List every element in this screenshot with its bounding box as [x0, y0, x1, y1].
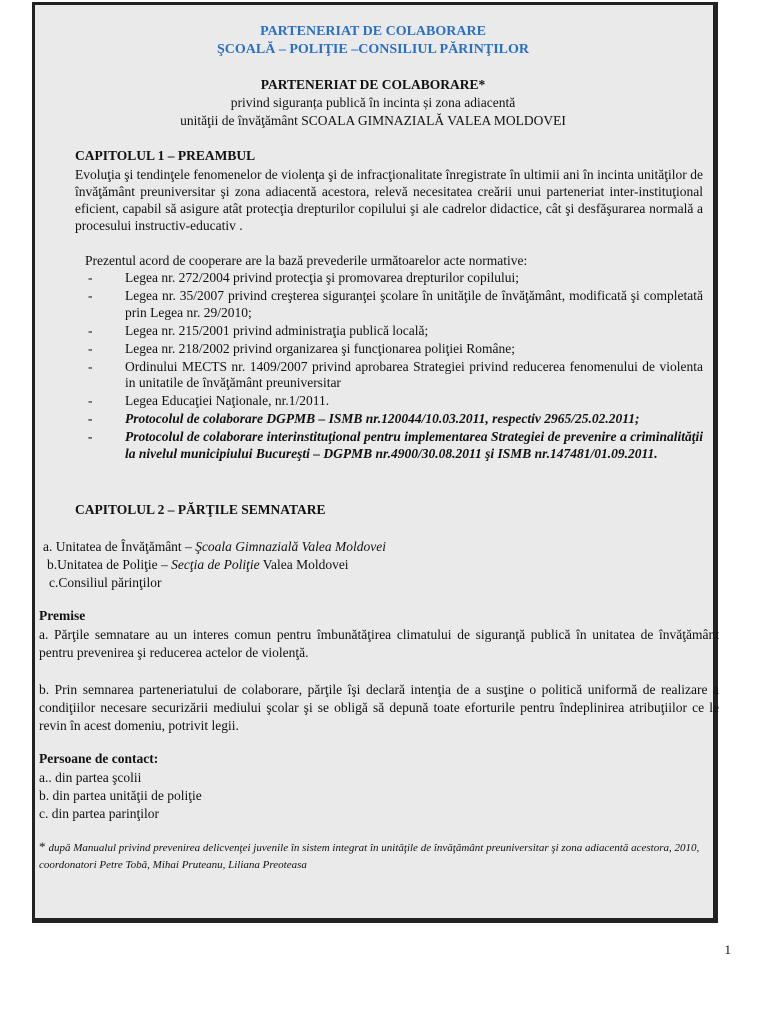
header-title-line2: ŞCOALĂ – POLIŢIE –CONSILIUL PĂRINŢILOR: [217, 42, 529, 57]
footnote-text: după Manualul privind prevenirea delicvenţei juvenile în sistem integrat în unităţile de învăţământ preuniversitar şi zona adiacentă acestora, 2010, coordonatori Petre Tobă, Mihai Pruteanu, Liliana Preoteasa: [39, 842, 700, 871]
document-page: [32, 2, 718, 923]
legal-basis-intro: Prezentul acord de cooperare are la bază prevederile următoarelor acte normative:: [85, 253, 528, 268]
document-subtitle-line1: privind siguranța publică în incinta și zona adiacentă: [230, 95, 516, 110]
header-title-line1: PARTENERIAT DE COLABORARE: [260, 24, 486, 39]
page-number: 1: [724, 942, 731, 957]
legal-acts-list: [88, 270, 703, 464]
list-item: - Legea nr. 218/2002 privind organizarea şi funcţionarea poliţiei Române;: [88, 341, 703, 358]
list-item: - Protocolul de colaborare interinstituţional pentru implementarea Strategiei de prevenire a criminalităţii la nivelul municipiului Bucureşti – DGPMB nr.4900/30.08.2011 şi ISMB nr.147481/01.09.2011.: [88, 429, 703, 462]
document-title: PARTENERIAT DE COLABORARE*: [260, 77, 486, 92]
list-item: - Ordinului MECTS nr. 1409/2007 privind aprobarea Strategiei privind reducerea fenomenului de violenta in unitatile de învăţământ preuniversitar: [88, 359, 703, 392]
contact-parents: c. din partea parinţilor: [39, 806, 159, 821]
contacts-heading: Persoane de contact:: [39, 751, 159, 766]
contact-police: b. din partea unităţii de poliţie: [39, 788, 202, 803]
chapter2-heading: CAPITOLUL 2 – PĂRŢILE SEMNATARE: [75, 502, 326, 517]
party-c: c.Consiliul părinţilor: [49, 575, 162, 590]
list-item: - Legea nr. 215/2001 privind administraţia publică locală;: [88, 323, 703, 340]
premise-heading: Premise: [39, 608, 86, 623]
list-item: - Legea nr. 35/2007 privind creşterea siguranţei şcolare în unităţile de învăţământ, modificată şi completată prin Legea nr. 29/2010;: [88, 288, 703, 321]
footnote: [39, 838, 719, 874]
contact-school: a.. din partea şcolii: [39, 770, 142, 785]
list-item: - Legea nr. 272/2004 privind protecţia şi promovarea drepturilor copilului;: [88, 270, 703, 287]
premise-a: a. Părţile semnatare au un interes comun pentru îmbunătăţirea climatului de siguranţă publică în unitatea de învăţământ pentru prevenirea şi reducerea actelor de violenţă.: [39, 627, 719, 660]
list-item: - Legea Educaţiei Naţionale, nr.1/2011.: [88, 393, 703, 410]
document-subtitle-line2: unităţii de învăţământ SCOALA GIMNAZIALĂ VALEA MOLDOVEI: [180, 113, 566, 128]
party-b: b.Unitatea de Poliţie – Secţia de Poliţie Valea Moldovei: [47, 557, 349, 572]
footnote-marker: *: [39, 839, 46, 854]
list-item: - Protocolul de colaborare DGPMB – ISMB nr.120044/10.03.2011, respectiv 2965/25.02.2011;: [88, 411, 703, 428]
chapter1-heading: CAPITOLUL 1 – PREAMBUL: [75, 148, 256, 163]
party-a: a. Unitatea de Învăţământ – Şcoala Gimnazială Valea Moldovei: [43, 539, 387, 554]
premise-b: b. Prin semnarea parteneriatului de colaborare, părţile îşi declară intenţia de a susţine o politică uniformă de realizare a condiţiilor necesare securizării mediului şcolar şi se obligă să depună toate eforturile pentru îndeplinirea atribuţiilor ce le revin în acest domeniu, potrivit legii.: [39, 682, 719, 733]
chapter1-paragraph: Evoluţia şi tendinţele fenomenelor de violenţa şi de infracţionalitate înregistrate în ultimii ani în incinta unităţilor de învăţământ preuniversitar şi zona adiacentă acestora, relevă necesitatea creării unui parteneriat inter-instituţional eficient, capabil să asigure atât protecţia drepturilor copilului şi ale cadrelor didactice, cât şi desfăşurarea normală a procesului instructiv-educativ .: [75, 167, 703, 233]
